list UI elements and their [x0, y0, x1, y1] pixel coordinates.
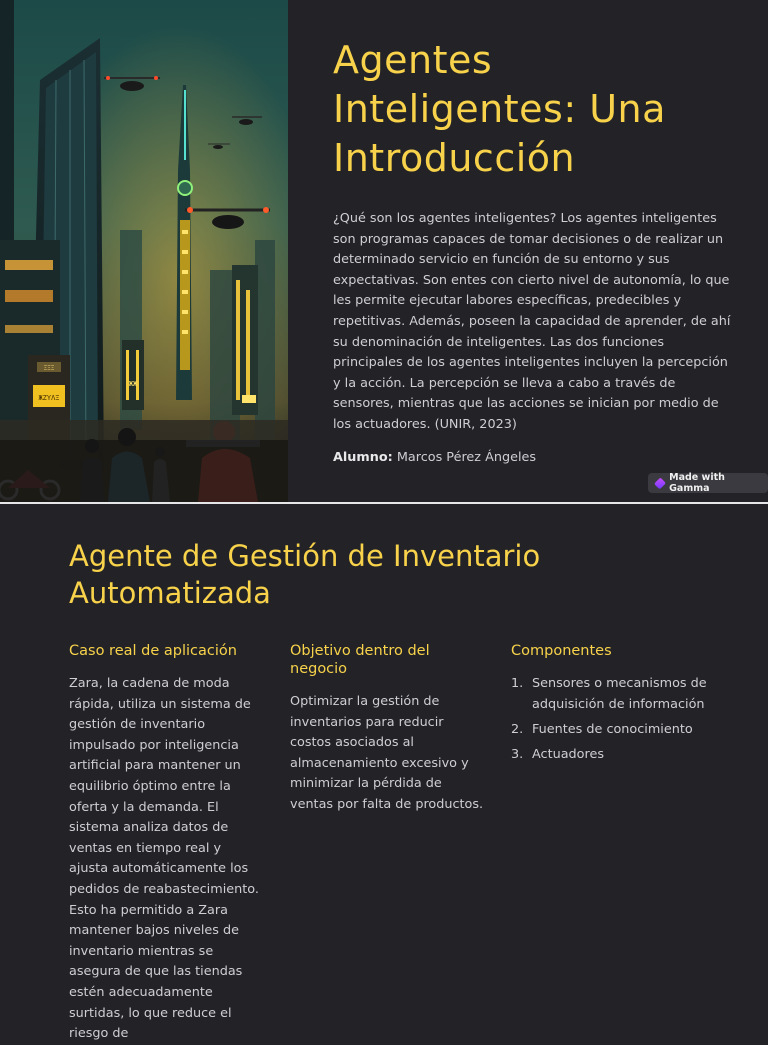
column-text: Optimizar la gestión de inventarios para reducir costos asociados al almacenamiento excesivo y minimizar la pérdida de ventas por falta de productos. [290, 694, 484, 812]
list-text: Sensores o mecanismos de adquisición de información [532, 676, 707, 712]
made-with-gamma-badge[interactable] [648, 473, 768, 493]
slide-inventory-agent [0, 504, 768, 1042]
column-real-case [69, 642, 264, 1045]
column-text: Zara, la cadena de moda rápida, utiliza un sistema de gestión de inventario impulsado por inteligencia artificial para mantener un equilibrio óptimo entre la oferta y la demanda. El sistema analiza datos de ventas en tiempo real y ajusta automáticamente los pedidos de reabastecimiento. Esto ha permitido a Zara mantener bajos niveles de inventario mientras se asegura de que las tiendas estén adecuadamente surtidas, lo que reduce el riesgo de [69, 676, 259, 1042]
column-components [511, 642, 726, 770]
city-sign-3: ЖЖ [128, 380, 138, 388]
student-name: Marcos Pérez Ángeles [396, 449, 537, 465]
list-number: 2. [511, 721, 524, 737]
intro-description: ¿Qué son los agentes inteligentes? Los agentes inteligentes son programas capaces de tomar decisiones o de realizar un determinado servicio en función de su entorno y sus expectativas. Son entes con cierto nivel de autonomía, lo que les permite ejecutar labores específicas, predecibles y repetitivas. Además, poseen la capacidad de aprender, de ahí su denominación de inteligentes. Las dos funciones principales de los agentes inteligentes incluyen la percepción y la acción. La percepción se lleva a cabo a través de sensores, mientras que las acciones se inician por medio de los actuadores. (UNIR, 2023) [333, 211, 731, 432]
slide-intro [0, 0, 768, 502]
list-number: 1. [511, 676, 524, 691]
column-heading: Objetivo dentro del negocio [290, 643, 430, 677]
list-item [511, 720, 726, 741]
list-item [511, 745, 726, 766]
student-label: Alumno: [333, 449, 393, 465]
section-title: Agente de Gestión de Inventario Automatizada [69, 539, 541, 610]
column-heading: Caso real de aplicación [69, 643, 237, 659]
column-heading: Componentes [511, 643, 612, 659]
components-list [511, 674, 726, 765]
list-number: 3. [511, 746, 524, 762]
list-text: Actuadores [532, 746, 605, 762]
badge-label: Made with Gamma [669, 472, 725, 494]
page-title: Agentes Inteligentes: Una Introducción [333, 38, 666, 180]
column-business-objective [290, 642, 485, 816]
student-line [333, 450, 733, 465]
list-text: Fuentes de conocimiento [532, 721, 693, 737]
intro-content [333, 36, 733, 465]
list-item [511, 674, 726, 715]
gamma-logo-icon [654, 477, 666, 489]
futuristic-city-image [0, 0, 288, 502]
city-sign-2: ΞΞΞ [43, 365, 55, 372]
city-sign-1: ЖZYΛΞ [38, 394, 60, 402]
city-illustration [0, 0, 288, 502]
